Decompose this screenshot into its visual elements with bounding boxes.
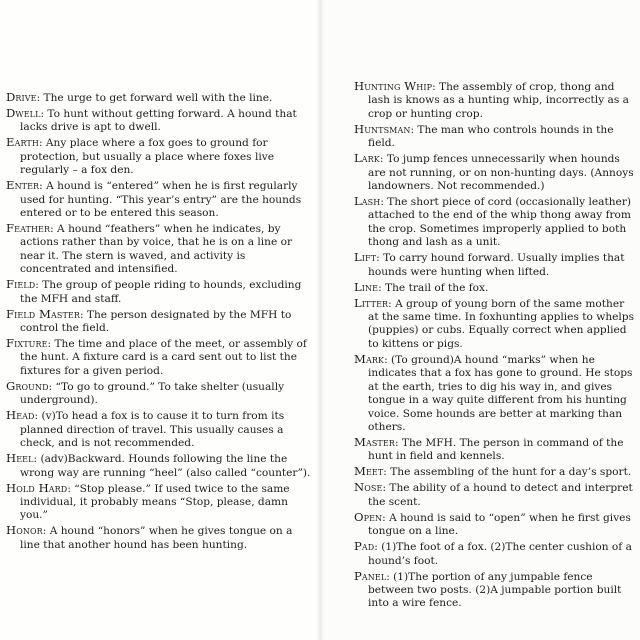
glossary-term: Litter (354, 295, 389, 310)
glossary-term: Drive (6, 90, 37, 104)
glossary-entry (6, 524, 312, 552)
glossary-definition: : The assembly of crop, thong and lash is knows as a hunting whip, incorrectly as a crop or hunting crop. (368, 81, 629, 120)
glossary-term: Ground (6, 378, 49, 393)
glossary-entry (354, 570, 636, 611)
glossary-entry (6, 482, 312, 523)
glossary-term: Mark (354, 351, 385, 366)
glossary-entry (6, 107, 312, 135)
glossary-definition: : The urge to get forward well with the line. (36, 92, 273, 104)
glossary-term: Open (354, 509, 383, 524)
glossary-definition: : “Stop please.” If used twice to the same individual, it probably means “Stop, please, damn you.” (20, 482, 290, 522)
glossary-definition: : The time and place of the meet, or assembly of the hunt. A fixture card is a card sent out to list the fixtures for a given period. (20, 338, 307, 377)
glossary-definition: : The group of people riding to hounds, excluding the MFH and staff. (20, 279, 302, 305)
glossary-entry (6, 278, 312, 306)
glossary-definition: : The trail of the fox. (378, 281, 489, 294)
glossary-term: Feather (6, 221, 51, 236)
glossary-entry (354, 195, 636, 250)
glossary-term: Lark (354, 151, 380, 166)
glossary-term: Line (354, 279, 379, 294)
glossary-entry (354, 297, 636, 352)
glossary-entry (6, 136, 312, 177)
glossary-entry (354, 251, 636, 279)
glossary-definition: : (To ground)A hound “marks” when he indicates that a fox has gone to ground. He stops at the earth, tries to dig his way in, and gives tongue in a way quite different from his hunting voice. Some hounds are better at marking than others. (368, 353, 633, 433)
glossary-entry (6, 179, 312, 220)
glossary-definition: : The MFH. The person in command of the hunt in field and kennels. (368, 436, 624, 463)
glossary-term: Field (6, 277, 36, 292)
glossary-term: Field Master (6, 306, 80, 321)
glossary-term: Panel (354, 568, 387, 583)
glossary-term: Head (6, 408, 35, 423)
glossary-definition: : To carry hound forward. Usually implies that hounds were hunting when lifted. (368, 252, 625, 278)
glossary-definition: : (v)To head a fox is to cause it to turn from its planned direction of travel. This usually causes a check, and is not recommended. (20, 410, 285, 450)
glossary-term: Heel (6, 451, 34, 466)
glossary-term: Pad (354, 539, 375, 554)
glossary-term: Huntsman (354, 121, 411, 136)
glossary-definition: : The ability of a hound to detect and interpret the scent. (368, 482, 633, 508)
glossary-entry (6, 222, 312, 277)
page-gutter (316, 0, 324, 640)
glossary-term: Hunting Whip (354, 79, 433, 93)
glossary-definition: : To jump fences unnecessarily when hounds are not running, or on non-hunting days. (Annoys landowners. Not recommended.) (368, 153, 634, 193)
glossary-entry (354, 481, 636, 509)
glossary-definition: : Any place where a fox goes to ground for protection, but usually a place where foxes live regularly – a fox den. (20, 137, 274, 177)
glossary-definition: : A hound “honors” when he gives tongue on a line that another hound has been hunting. (20, 525, 293, 551)
glossary-entry (6, 308, 312, 336)
glossary-definition: : The assembling of the hunt for a day’s sport. (383, 466, 632, 479)
glossary-term: Fixture (6, 336, 48, 351)
glossary-definition: : A group of young born of the same mother at the same time. In foxhunting applies to whelps (puppies) or cubs. Equally correct when applied to kittens or pigs. (368, 297, 635, 350)
glossary-definition: : A hound is “entered” when he is first regularly used for hunting. “This year’s entry” are the hounds entered or to be entered this season. (20, 180, 302, 220)
glossary-entry (354, 511, 636, 539)
glossary-entry (354, 123, 636, 151)
glossary-term: Earth (6, 135, 39, 150)
glossary-definition: : The man who controls hounds in the field. (368, 123, 614, 150)
left-glossary-column (6, 91, 312, 554)
glossary-term: Dwell (6, 106, 41, 120)
glossary-term: Lift (354, 250, 377, 265)
glossary-term: Master (354, 434, 395, 449)
glossary-definition: : (1)The portion of any jumpable fence between two posts. (2)A jumpable portion built into a wire fence. (368, 570, 622, 610)
glossary-entry (354, 436, 636, 464)
glossary-definition: : “To go to ground.” To take shelter (usually underground). (20, 380, 285, 407)
glossary-entry (6, 409, 312, 450)
glossary-entry (6, 380, 312, 408)
glossary-definition: : (adv)Backward. Hounds following the line the wrong way are running “heel” (also called “counter”). (20, 453, 311, 479)
glossary-definition: : (1)The foot of a fox. (2)The center cushion of a hound’s foot. (368, 541, 632, 567)
glossary-entry (354, 353, 636, 434)
glossary-entry (354, 540, 636, 568)
glossary-term: Lash (354, 194, 381, 209)
glossary-entry (6, 337, 312, 378)
glossary-entry (354, 80, 636, 121)
glossary-definition: : The short piece of cord (occasionally leather) attached to the end of the whip thong away from the crop. Sometimes improperly applied to both thong and lash as a unit. (368, 196, 632, 249)
glossary-term: Meet (354, 464, 384, 479)
glossary-term: Honor (6, 523, 43, 538)
glossary-term: Hold Hard (6, 480, 68, 495)
glossary-entry (354, 465, 636, 479)
glossary-entry (6, 91, 312, 105)
glossary-term: Nose (354, 480, 383, 495)
glossary-entry (354, 152, 636, 193)
glossary-term: Enter (6, 178, 40, 193)
glossary-definition: : A hound is said to “open” when he first gives tongue on a line. (368, 511, 631, 538)
right-glossary-column (354, 80, 636, 612)
glossary-definition: : The person designated by the MFH to control the field. (20, 308, 292, 335)
glossary-definition: : To hunt without getting forward. A hound that lacks drive is apt to dwell. (20, 108, 297, 134)
glossary-entry (6, 452, 312, 480)
glossary-definition: : A hound “feathers” when he indicates, by actions rather than by voice, that he is on a line or near it. The stern is waved, and activity is concentrated and intensified. (20, 223, 293, 276)
glossary-entry (354, 281, 636, 295)
